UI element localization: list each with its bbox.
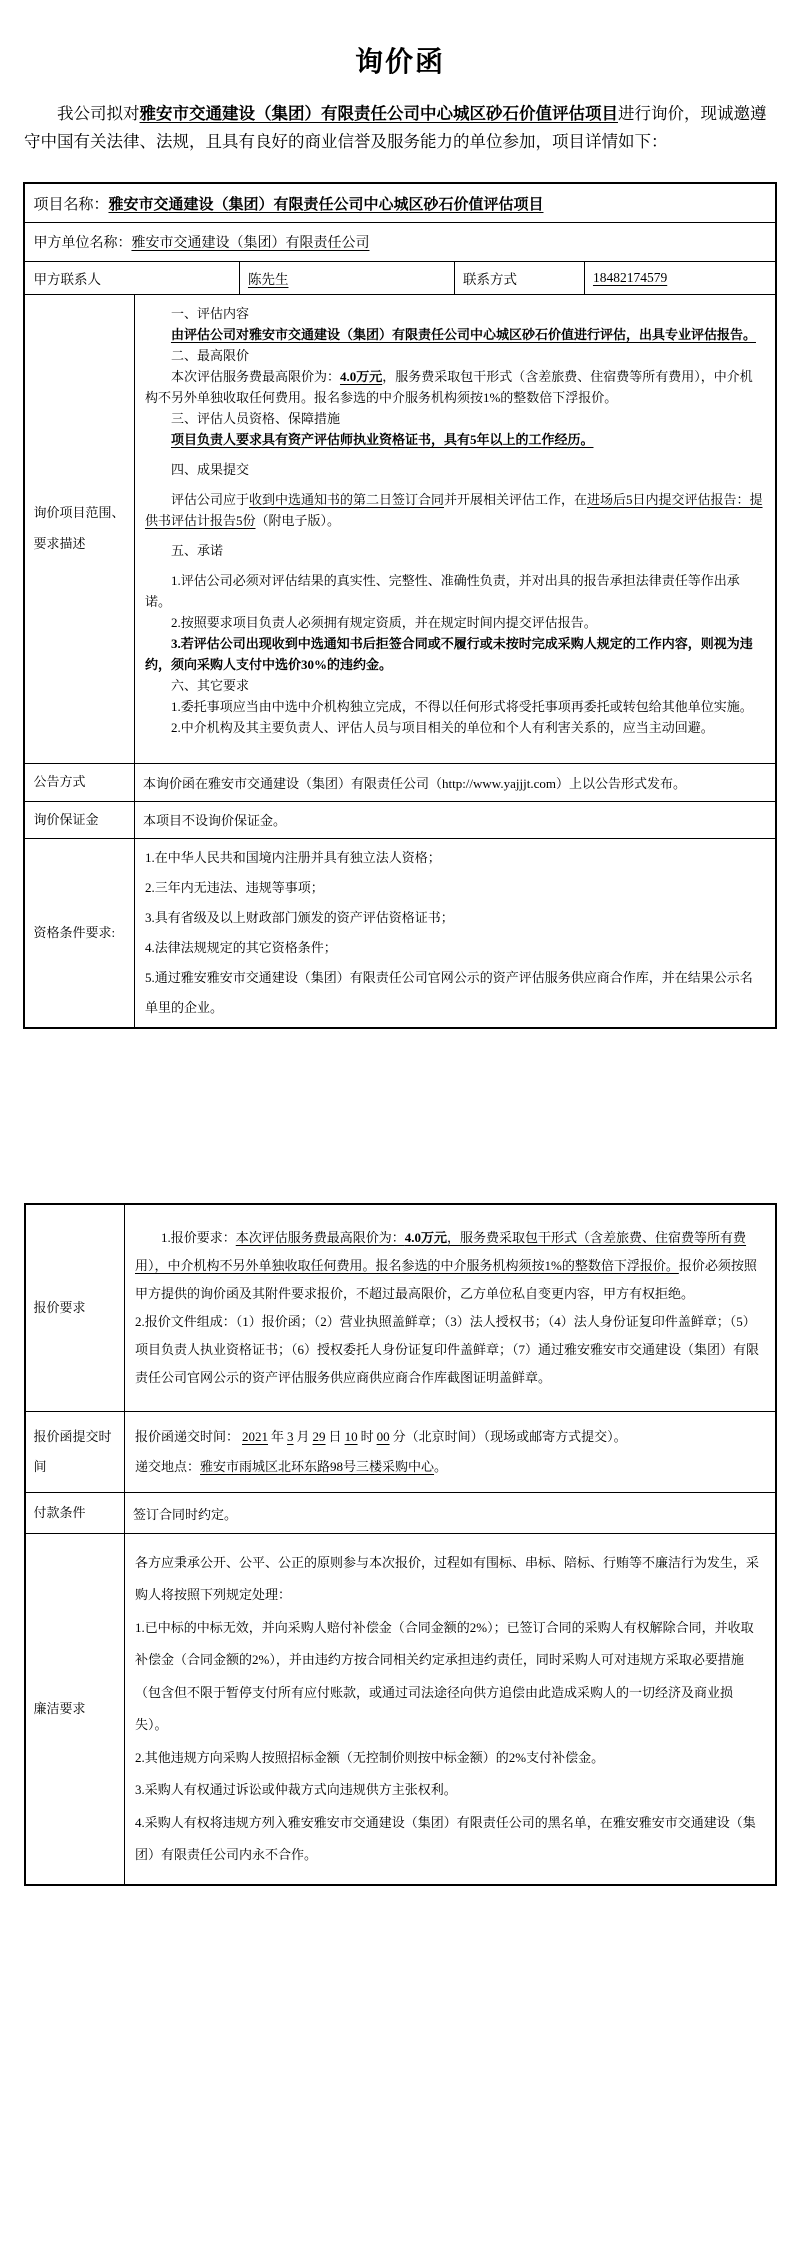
submit-minute: 00 (376, 1429, 390, 1445)
intro-tail: 进行询价，现诚邀遵守中国有关法律、法规，且具有良好的商业信誉及服务能力的单位参加，项目详情如下： (24, 104, 767, 151)
table-row (24, 839, 775, 1029)
party-name-value: 雅安市交通建设（集团）有限责任公司 (131, 236, 370, 251)
qualification-item: 4.法律法规规定的其它资格条件； (144, 940, 337, 956)
phone-label-cell: 联系方式 (454, 262, 584, 295)
scope-s6-title: 六、其它要求 (170, 678, 249, 693)
scope-s5-item2: 2.按照要求项目负责人必须拥有规定资质，并在规定时间内提交评估报告。 (170, 615, 597, 630)
table-row (25, 1412, 776, 1493)
table-row (24, 801, 775, 839)
submit-label-cell: 报价函提交时间 (25, 1412, 125, 1493)
contact-name: 陈先生 (247, 272, 289, 287)
table-row (24, 183, 775, 223)
submit-time-line: 报价函递交时间： 2021 年 3 月 29 日 10 时 00 分（北京时间）（现场或邮寄方式提交）。 (135, 1429, 627, 1445)
table-row (24, 262, 775, 295)
integrity-content-cell (125, 1534, 776, 1886)
party-name-label: 甲方单位名称： (33, 236, 132, 251)
party-name-cell (24, 223, 775, 262)
qualification-item: 2.三年内无违法、违规等事项； (144, 880, 324, 896)
project-name-cell (24, 183, 775, 223)
qualification-list (145, 843, 765, 1023)
integrity-item: 1.已中标的中标无效，并向采购人赔付补偿金（合同金额的2%）；已签订合同的采购人有权解除合同，并收取补偿金（合同金额的2%），并由违约方按合同相关约定承担违约责任，同时采购人可对违规方采取必要措施（包含但不限于暂停支付所有应付账款，或通过司法途径向供方追偿由此造成采购人的一切经济及商业损失）。 (135, 1619, 754, 1733)
contact-label-cell: 甲方联系人 (24, 262, 239, 295)
table-row (24, 295, 775, 764)
phone-value-cell (584, 262, 775, 295)
max-price: 4.0万元 (404, 1230, 448, 1246)
scope-s5-item1: 1.评估公司必须对评估结果的真实性、完整性、准确性负责，并对出具的报告承担法律责任等作出承诺。 (144, 573, 740, 609)
quote-p1: 1.报价要求：本次评估服务费最高限价为：4.0万元，服务费采取包干形式（含差旅费、住宿费等所有费用），中介机构不另外单独收取任何费用。报名参选的中介服务机构须按1%的整数倍下浮报价。报价必须按照甲方提供的询价函及其附件要求报价，不超过最高限价，乙方单位私自变更内容，甲方有权拒绝。 (135, 1230, 757, 1302)
qualification-item: 3.具有省级及以上财政部门颁发的资产评估资格证书； (144, 910, 454, 926)
phone-number: 18482174579 (592, 270, 668, 285)
submit-content (135, 1422, 765, 1482)
qualification-content-cell (134, 839, 775, 1029)
integrity-item: 4.采购人有权将违规方列入雅安雅安市交通建设（集团）有限责任公司的黑名单，在雅安雅安市交通建设（集团）有限责任公司内永不合作。 (135, 1814, 756, 1863)
integrity-content (135, 1547, 765, 1872)
scope-s6-item1: 1.委托事项应当由中选中介机构独立完成，不得以任何形式将受托事项再委托或转包给其他单位实施。 (170, 699, 753, 714)
scope-s5-item3: 3.若评估公司出现收到中选通知书后拒签合同或不履行或未按时完成采购人规定的工作内容，则视为违约，须向采购人支付中选价30%的违约金。 (144, 636, 753, 672)
scope-label-cell: 询价项目范围、要求描述 (24, 295, 134, 764)
submit-address: 雅安市雨城区北环东路98号三楼采购中心 (200, 1459, 435, 1475)
quote-content (135, 1224, 765, 1392)
qualification-item: 5.通过雅安雅安市交通建设（集团）有限责任公司官网公示的资产评估服务供应商合作库，并在结果公示名单里的企业。 (144, 970, 753, 1016)
contact-value-cell (239, 262, 454, 295)
page-title: 询价函 (354, 47, 445, 78)
payment-value-cell: 签订合同时约定。 (125, 1493, 776, 1534)
submit-month: 3 (287, 1429, 294, 1445)
integrity-intro: 各方应秉承公开、公平、公正的原则参与本次报价，过程如有围标、串标、陪标、行贿等不廉洁行为发生，采购人将按照下列规定处理： (135, 1554, 760, 1603)
announce-label-cell: 公告方式 (24, 764, 134, 802)
integrity-item: 2.其他违规方向采购人按照招标金额（无控制价则按中标金额）的2%支付补偿金。 (135, 1749, 605, 1765)
submit-content-cell (125, 1412, 776, 1493)
scope-s4-title: 四、成果提交 (170, 462, 249, 477)
quotation-requirements-table (24, 1203, 777, 1886)
qualification-label-cell: 资格条件要求: (24, 839, 134, 1029)
scope-s3-body: 项目负责人要求具有资产评估师执业资格证书，具有5年以上的工作经历。 (170, 432, 594, 447)
project-name-label: 项目名称： (33, 196, 109, 213)
submit-place-line: 递交地点：雅安市雨城区北环东路98号三楼采购中心。 (135, 1459, 448, 1475)
scope-s5-title: 五、承诺 (170, 543, 223, 558)
quote-label-cell: 报价要求 (25, 1204, 125, 1412)
integrity-item: 3.采购人有权通过诉讼或仲裁方式向违规供方主张权利。 (135, 1782, 457, 1798)
announce-value-cell: 本询价函在雅安市交通建设（集团）有限责任公司（http://www.yajjjt.com）上以公告形式发布。 (134, 764, 775, 802)
table-row (25, 1493, 776, 1534)
payment-label-cell: 付款条件 (25, 1493, 125, 1534)
deposit-value-cell: 本项目不设询价保证金。 (134, 801, 775, 839)
deposit-label-cell: 询价保证金 (24, 801, 134, 839)
quote-p2: 2.报价文件组成：（1）报价函；（2）营业执照盖鲜章；（3）法人授权书；（4）法人身份证复印件盖鲜章；（5）项目负责人执业资格证书；（6）授权委托人身份证复印件盖鲜章；（7）通过雅安雅安市交通建设（集团）有限责任公司官网公示的资产评估服务供应商供应商合作库截图证明盖鲜章。 (135, 1314, 760, 1386)
intro-lead: 我公司拟对 (57, 104, 140, 123)
intro-project-name: 雅安市交通建设（集团）有限责任公司中心城区砂石价值评估项目 (139, 104, 618, 123)
max-price: 4.0万元 (339, 369, 383, 384)
scope-s4-body: 评估公司应于收到中选通知书的第二日签订合同并开展相关评估工作，在进场后5日内提交评估报告：提供书评估计报告5份（附电子版）。 (144, 492, 763, 528)
scope-s1-body: 由评估公司对雅安市交通建设（集团）有限责任公司中心城区砂石价值进行评估，出具专业评估报告。 (170, 327, 756, 342)
scope-content (145, 303, 765, 738)
integrity-label-cell: 廉洁要求 (25, 1534, 125, 1886)
table-row (25, 1534, 776, 1886)
scope-s1-title: 一、评估内容 (170, 306, 249, 321)
scope-content-cell (134, 295, 775, 764)
submit-day: 29 (312, 1429, 326, 1445)
table-row (25, 1204, 776, 1412)
qualification-item: 1.在中华人民共和国境内注册并具有独立法人资格； (144, 850, 441, 866)
scope-s6-item2: 2.中介机构及其主要负责人、评估人员与项目相关的单位和个人有利害关系的，应当主动回避。 (170, 720, 714, 735)
project-info-table (23, 182, 776, 1029)
quote-content-cell (125, 1204, 776, 1412)
scope-s3-title: 三、评估人员资格、保障措施 (170, 411, 340, 426)
submit-year: 2021 (242, 1429, 269, 1445)
table-row (24, 223, 775, 262)
intro-paragraph (24, 100, 776, 156)
scope-s2-title: 二、最高限价 (170, 348, 249, 363)
table-row (24, 764, 775, 802)
project-name-value: 雅安市交通建设（集团）有限责任公司中心城区砂石价值评估项目 (108, 196, 544, 213)
submit-hour: 10 (344, 1429, 358, 1445)
scope-s2-body: 本次评估服务费最高限价为：4.0万元，服务费采取包干形式（含差旅费、住宿费等所有费用），中介机构不另外单独收取任何费用。报名参选的中介服务机构须按1%的整数倍下浮报价。 (144, 369, 753, 405)
